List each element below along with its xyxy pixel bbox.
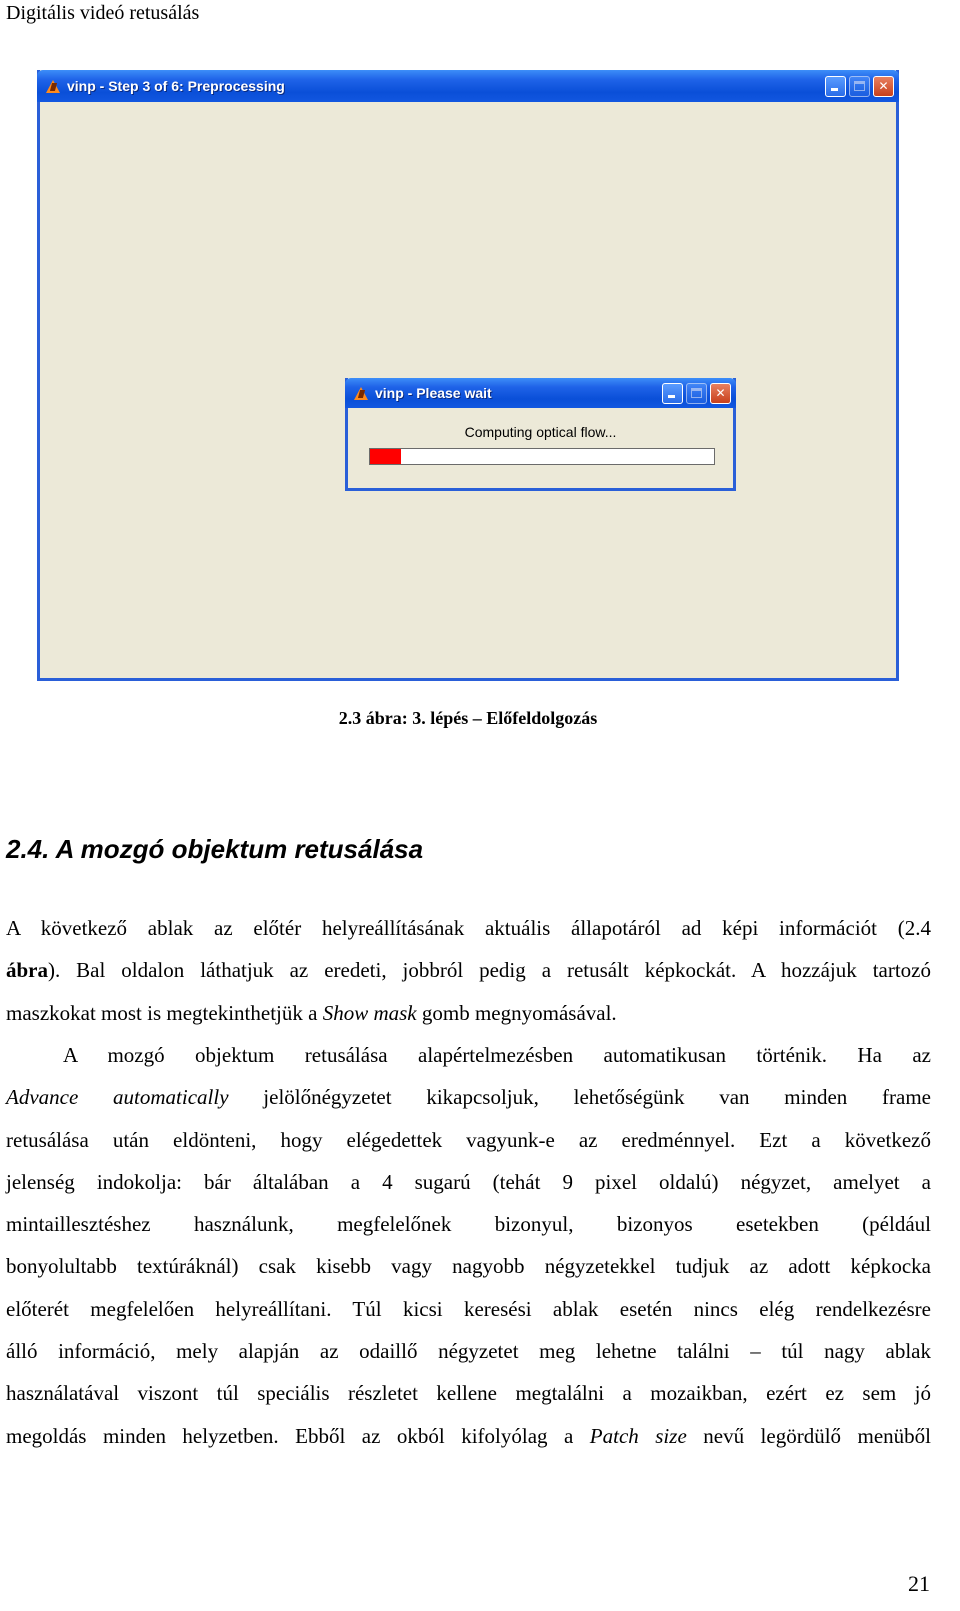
figure-caption: 2.3 ábra: 3. lépés – Előfeldolgozás bbox=[338, 708, 598, 728]
paragraph-line: A következő ablak az előtér helyreállításának aktuális állapotáról ad képi információt (2.4 bbox=[6, 916, 931, 940]
maximize-icon bbox=[854, 81, 865, 91]
paragraph-line: retusálása után eldönteni, hogy elégedettek vagyunk-e az eredménnyel. Ezt a következő bbox=[6, 1127, 931, 1152]
dialog-titlebar[interactable] bbox=[345, 378, 736, 408]
main-window bbox=[37, 70, 899, 681]
please-wait-dialog bbox=[345, 378, 736, 491]
minimize-icon bbox=[831, 88, 838, 91]
progress-fill bbox=[370, 449, 401, 464]
paragraph-line: álló információ, mely alapján az odaillő négyzetet meg lehetne találni – túl nagy ablak bbox=[6, 1339, 931, 1364]
figure-ref: ábra bbox=[6, 958, 48, 983]
maximize-icon bbox=[691, 388, 702, 398]
close-icon: ✕ bbox=[878, 79, 889, 93]
dialog-maximize-button[interactable] bbox=[686, 383, 707, 404]
minimize-button[interactable] bbox=[825, 76, 846, 97]
paragraph-line: maszkokat most is megtekinthetjük a Show mask gomb megnyomásával. bbox=[6, 1000, 617, 1025]
dialog-message: Computing optical flow... bbox=[464, 424, 617, 440]
advance-automatically-term: Advance automatically bbox=[6, 1085, 229, 1110]
dialog-title: vinp - Please wait bbox=[375, 385, 492, 401]
paragraph-line: jelenség indokolja: bár általában a 4 sugarú (tehát 9 pixel oldalú) négyzet, amelyet a bbox=[6, 1169, 931, 1194]
paragraph-2 bbox=[6, 1034, 931, 1457]
paragraph-1 bbox=[6, 907, 931, 1034]
progress-bar bbox=[369, 448, 715, 465]
page-header: Digitális videó retusálás bbox=[6, 2, 200, 24]
paragraph-line: ábra). Bal oldalon láthatjuk az eredeti, jobbról pedig a retusált képkockát. A hozzájuk tartozó bbox=[6, 958, 931, 983]
paragraph-line: bonyolultabb textúráknál) csak kisebb vagy nagyobb négyzetekkel tudjuk az adott képkocka bbox=[6, 1254, 931, 1279]
paragraph-line: használatával viszont túl speciális részletet kellene megtalálni a mozaikban, ezért ez sem jó bbox=[6, 1381, 931, 1406]
paragraph-line: Advance automatically jelölőnégyzetet kikapcsoljuk, lehetőségünk van minden frame bbox=[6, 1085, 931, 1110]
close-button[interactable] bbox=[873, 76, 894, 97]
main-window-title: vinp - Step 3 of 6: Preprocessing bbox=[67, 78, 285, 94]
paragraph-line: megoldás minden helyzetben. Ebből az okból kifolyólag a Patch size nevű legördülő menüből bbox=[6, 1423, 932, 1448]
paragraph-line: mintaillesztéshez használunk, megfelelőnek bizonyul, bizonyos esetekben (például bbox=[6, 1212, 931, 1237]
patch-size-term: Patch size bbox=[589, 1423, 687, 1448]
dialog-close-button[interactable] bbox=[710, 383, 731, 404]
minimize-icon bbox=[668, 395, 675, 398]
page-number: 21 bbox=[908, 1571, 930, 1596]
matlab-icon bbox=[45, 78, 61, 94]
show-mask-term: Show mask bbox=[322, 1000, 417, 1025]
maximize-button[interactable] bbox=[849, 76, 870, 97]
section-title: 2.4. A mozgó objektum retusálása bbox=[6, 834, 424, 864]
main-window-titlebar[interactable] bbox=[37, 70, 899, 102]
close-icon: ✕ bbox=[715, 386, 726, 400]
dialog-minimize-button[interactable] bbox=[662, 383, 683, 404]
matlab-icon bbox=[353, 385, 369, 401]
paragraph-line: A mozgó objektum retusálása alapértelmezésben automatikusan történik. Ha az bbox=[63, 1043, 931, 1067]
paragraph-line: előterét megfelelően helyreállítani. Túl kicsi keresési ablak esetén nincs elég rendelkezésre bbox=[6, 1296, 931, 1321]
